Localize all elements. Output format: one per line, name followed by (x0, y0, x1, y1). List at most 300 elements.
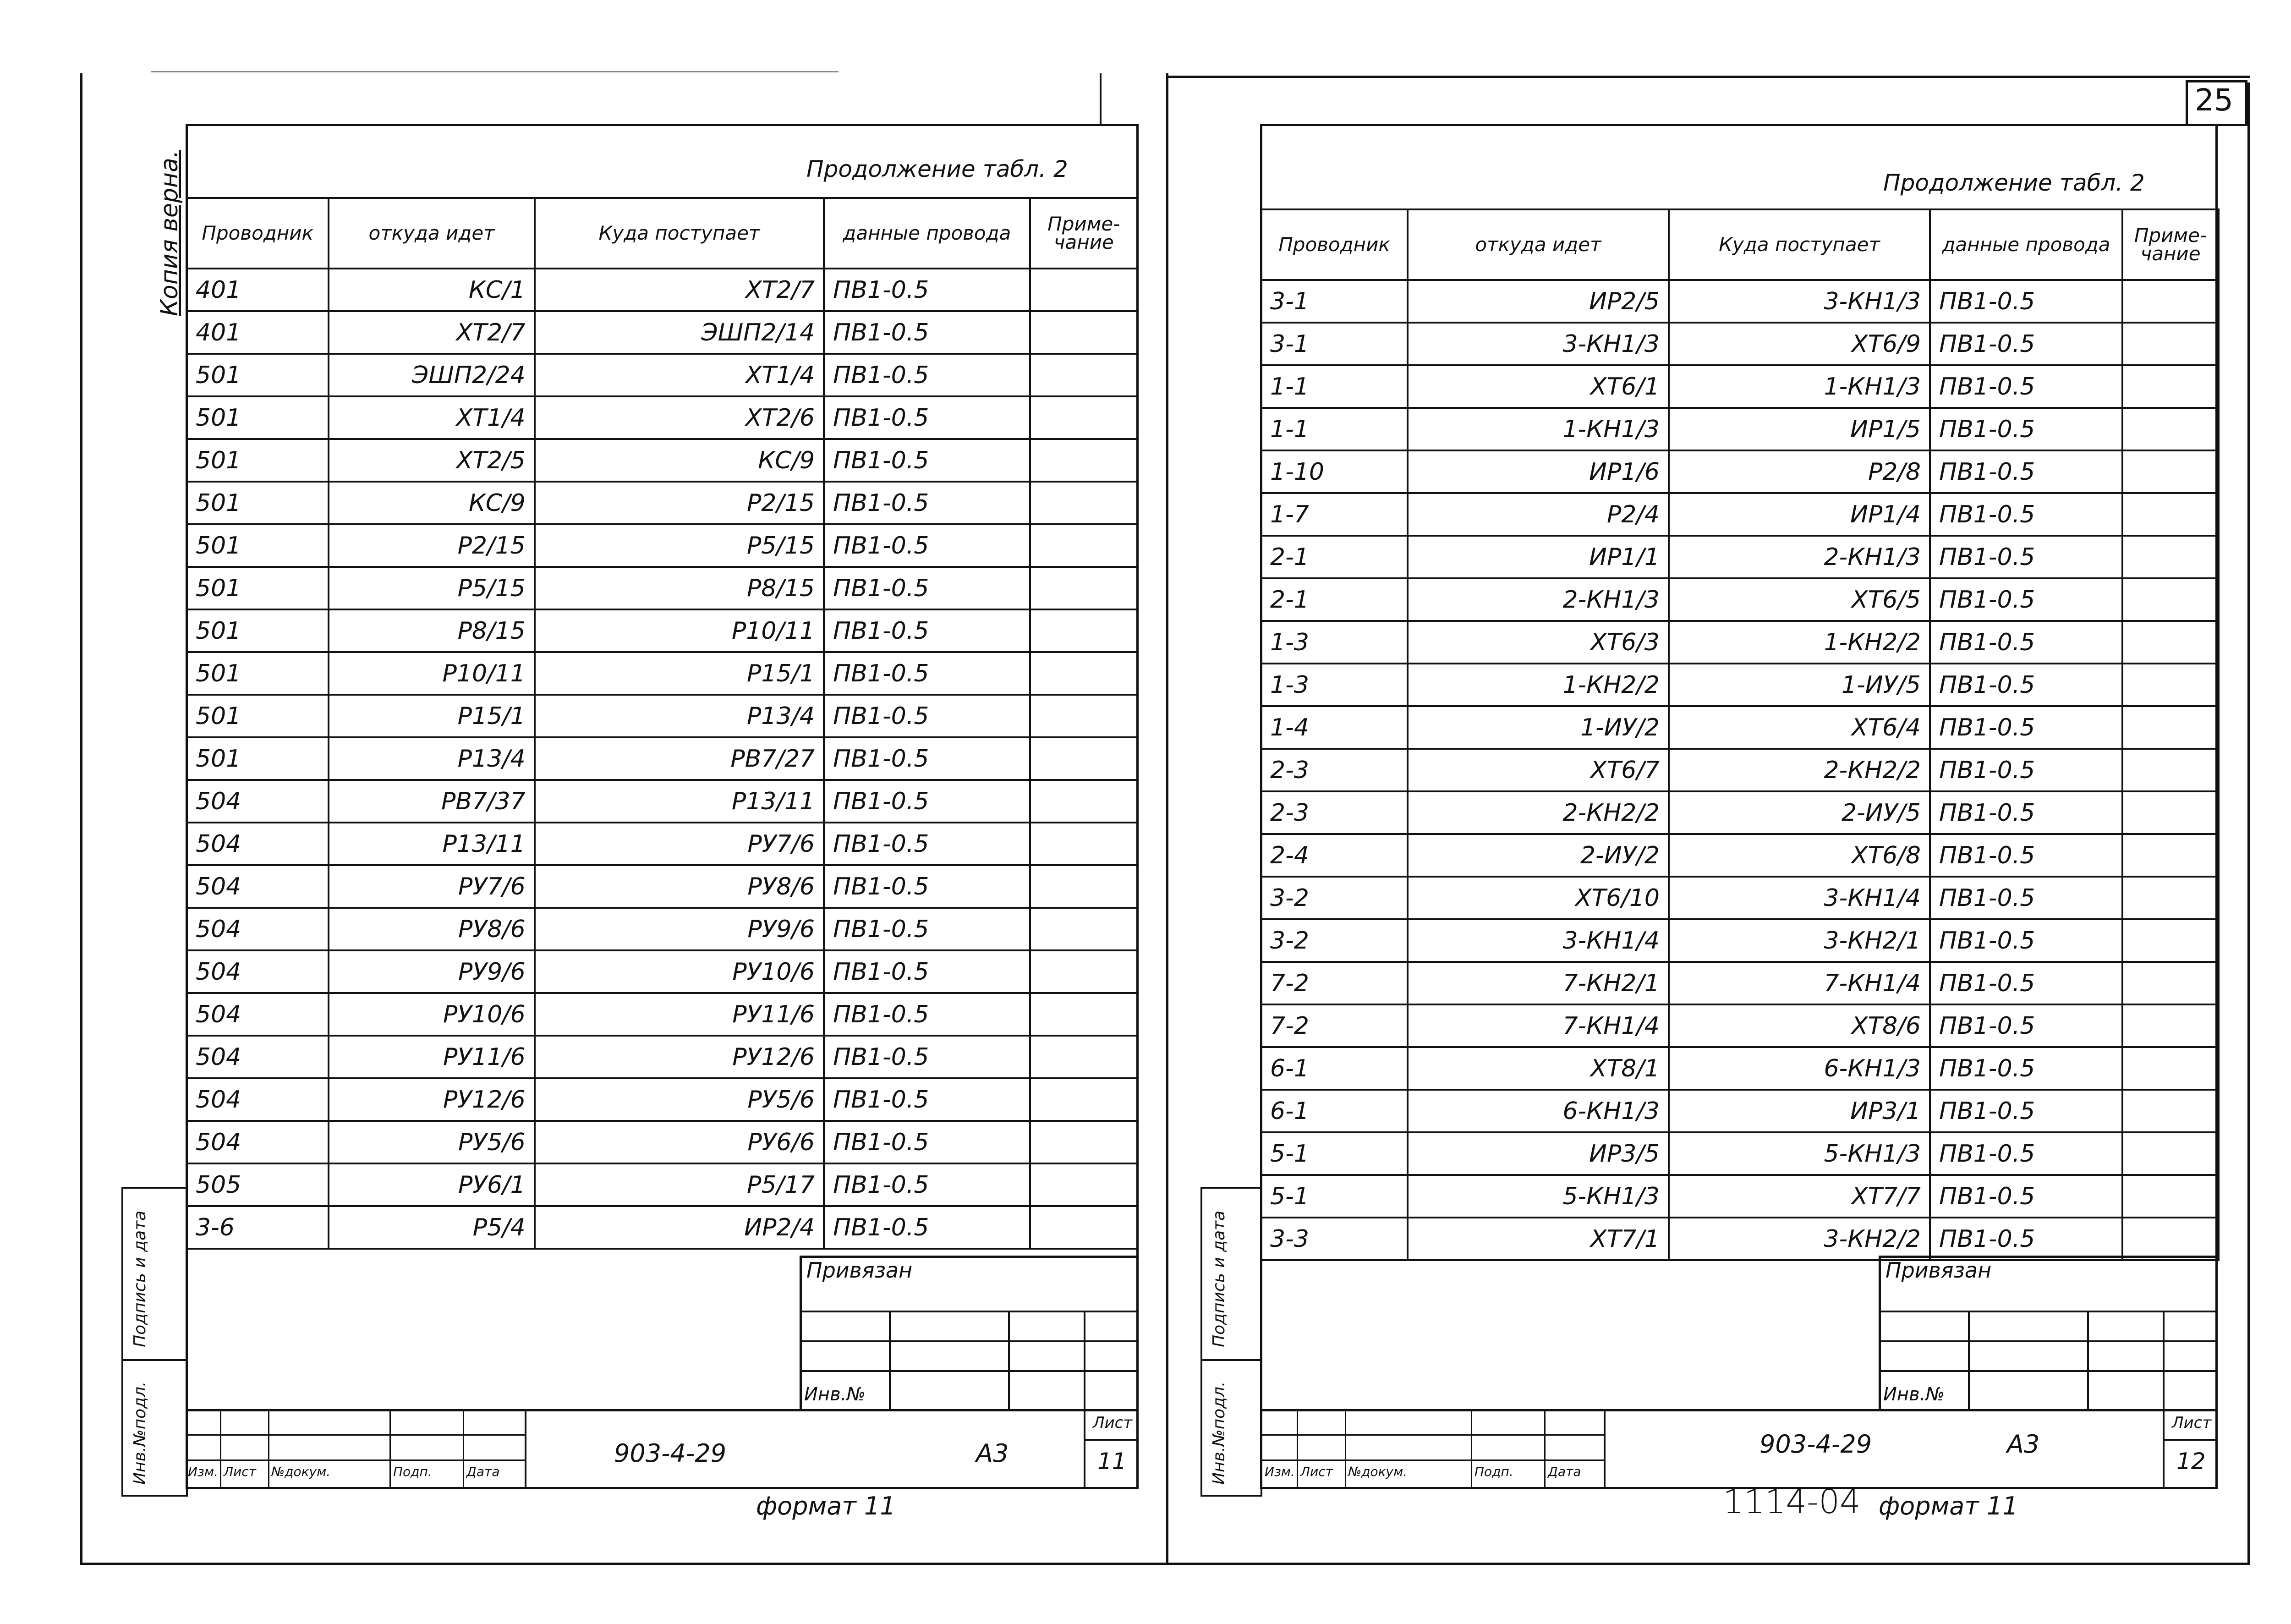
cell-from: 1-КН2/2 (1408, 664, 1669, 706)
table-row (186, 1036, 1138, 1078)
cell-note (2122, 450, 2219, 493)
right-tb-vrule (1544, 1409, 1546, 1489)
left-col-izm: Изм. (188, 1464, 218, 1479)
cell-from: 7-КН2/1 (1408, 962, 1669, 1004)
table-row (186, 823, 1138, 865)
right-doc-code: 903-4-29 (1759, 1430, 1872, 1459)
cell-data: ПВ1-0.5 (824, 1163, 1030, 1206)
right-sheet-label: Лист (2172, 1414, 2212, 1432)
cell-wire: 7-2 (1261, 1004, 1408, 1047)
cell-to: 1-КН1/3 (1669, 365, 1930, 408)
right-col-podp: Подп. (1474, 1464, 1513, 1479)
cell-note (1030, 1121, 1138, 1163)
right-format-code: А3 (2007, 1430, 2040, 1459)
left-side-label-inv: Инв.№подл. (131, 1381, 149, 1485)
cell-wire: 501 (186, 482, 329, 524)
table-row (186, 396, 1138, 439)
cell-wire: 3-2 (1261, 877, 1408, 919)
cell-data: ПВ1-0.5 (1930, 834, 2122, 877)
cell-wire: 504 (186, 1121, 329, 1163)
cell-wire: 501 (186, 396, 329, 439)
cell-note (2122, 493, 2219, 536)
top-line-left-dashes (151, 71, 839, 72)
cell-wire: 3-6 (186, 1206, 329, 1249)
cell-data: ПВ1-0.5 (1930, 408, 2122, 450)
cell-wire: 504 (186, 950, 329, 993)
cell-to: Р5/15 (535, 524, 824, 567)
cell-from: РУ8/6 (329, 908, 534, 950)
cell-note (2122, 1090, 2219, 1132)
table-row (186, 993, 1138, 1036)
table-row (186, 865, 1138, 908)
cell-to: РУ8/6 (535, 865, 824, 908)
cell-note (2122, 323, 2219, 365)
cell-note (2122, 578, 2219, 621)
cell-data: ПВ1-0.5 (824, 950, 1030, 993)
cell-data: ПВ1-0.5 (824, 1121, 1030, 1163)
left-stamp-vrule (1008, 1311, 1010, 1411)
table-row (186, 567, 1138, 609)
cell-from: 1-КН1/3 (1408, 408, 1669, 450)
cell-from: ХТ6/1 (1408, 365, 1669, 408)
right-stamp-rule (1879, 1311, 2218, 1312)
table-row (1261, 1090, 2219, 1132)
cell-from: Р15/1 (329, 695, 534, 737)
table-row (1261, 1047, 2219, 1090)
cell-wire: 3-1 (1261, 323, 1408, 365)
cell-to: ИР3/1 (1669, 1090, 1930, 1132)
cell-to: 3-КН2/2 (1669, 1218, 1930, 1260)
table-row (1261, 962, 2219, 1004)
left-privyazan-label: Привязан (806, 1258, 913, 1283)
left-tb-vrule (220, 1409, 221, 1489)
right-col-izm: Изм. (1265, 1464, 1295, 1479)
table-row (186, 737, 1138, 780)
cell-to: 1-ИУ/5 (1669, 664, 1930, 706)
right-stamp-rule (1879, 1370, 2218, 1372)
cell-note (1030, 524, 1138, 567)
cell-wire: 3-2 (1261, 919, 1408, 962)
cell-data: ПВ1-0.5 (824, 865, 1030, 908)
table-row (1261, 834, 2219, 877)
cell-wire: 504 (186, 908, 329, 950)
cell-data: ПВ1-0.5 (824, 269, 1030, 311)
cell-to: ИР1/4 (1669, 493, 1930, 536)
cell-from: Р5/4 (329, 1206, 534, 1249)
cell-note (2122, 919, 2219, 962)
table-row (1261, 408, 2219, 450)
cell-wire: 501 (186, 737, 329, 780)
cell-wire: 504 (186, 1078, 329, 1121)
cell-note (2122, 1175, 2219, 1218)
cell-to: ХТ6/5 (1669, 578, 1930, 621)
right-tb-vrule (2163, 1409, 2165, 1489)
cell-to: РУ6/6 (535, 1121, 824, 1163)
cell-to: РУ10/6 (535, 950, 824, 993)
cell-wire: 1-1 (1261, 408, 1408, 450)
cell-data: ПВ1-0.5 (1930, 365, 2122, 408)
center-fold-line (1166, 73, 1168, 1565)
cell-data: ПВ1-0.5 (824, 396, 1030, 439)
left-col-data: Дата (466, 1464, 500, 1479)
cell-wire: 504 (186, 1036, 329, 1078)
cell-data: ПВ1-0.5 (1930, 664, 2122, 706)
cell-from: ИР2/5 (1408, 280, 1669, 323)
cell-note (1030, 823, 1138, 865)
cell-wire: 6-1 (1261, 1047, 1408, 1090)
cell-data: ПВ1-0.5 (824, 908, 1030, 950)
table-row (1261, 706, 2219, 749)
cell-to: 7-КН1/4 (1669, 962, 1930, 1004)
cell-data: ПВ1-0.5 (1930, 1175, 2122, 1218)
left-format-label: формат 11 (756, 1492, 896, 1520)
cell-from: РВ7/37 (329, 780, 534, 823)
table-row (186, 652, 1138, 695)
cell-data: ПВ1-0.5 (824, 482, 1030, 524)
left-tb-vrule (463, 1409, 464, 1489)
table-row (186, 1121, 1138, 1163)
table-row (186, 780, 1138, 823)
cell-data: ПВ1-0.5 (1930, 877, 2122, 919)
left-sheet-no: 11 (1097, 1448, 1127, 1475)
cell-to: 6-КН1/3 (1669, 1047, 1930, 1090)
cell-note (1030, 865, 1138, 908)
table-row (1261, 1132, 2219, 1175)
cell-to: Р15/1 (535, 652, 824, 695)
cell-to: 3-КН2/1 (1669, 919, 1930, 962)
cell-wire: 501 (186, 695, 329, 737)
cell-from: Р2/4 (1408, 493, 1669, 536)
header-from: откуда идет (1408, 209, 1669, 280)
left-stamp-vrule (889, 1311, 891, 1411)
cell-wire: 2-3 (1261, 749, 1408, 791)
cell-note (2122, 1218, 2219, 1260)
right-inv-label: Инв.№ (1883, 1384, 1945, 1405)
cell-wire: 3-3 (1261, 1218, 1408, 1260)
cell-to: РУ5/6 (535, 1078, 824, 1121)
table-row (1261, 919, 2219, 962)
cell-to: ХТ1/4 (535, 354, 824, 396)
right-wire-table (1260, 208, 2220, 1261)
table-row (1261, 578, 2219, 621)
header-to: Куда поступает (535, 198, 824, 269)
cell-from: ХТ2/7 (329, 311, 534, 354)
cell-note (1030, 439, 1138, 482)
right-tb-vrule (1345, 1409, 1346, 1489)
left-tb-rule (186, 1459, 525, 1461)
cell-to: 5-КН1/3 (1669, 1132, 1930, 1175)
table-row (186, 1206, 1138, 1249)
cell-from: РУ6/1 (329, 1163, 534, 1206)
cell-note (1030, 695, 1138, 737)
cell-to: 2-КН2/2 (1669, 749, 1930, 791)
cell-data: ПВ1-0.5 (824, 1036, 1030, 1078)
cell-wire: 2-1 (1261, 578, 1408, 621)
cell-wire: 2-1 (1261, 536, 1408, 578)
table-row (186, 950, 1138, 993)
right-stamp-rule (1879, 1340, 2218, 1342)
table-row (186, 1163, 1138, 1206)
cell-data: ПВ1-0.5 (1930, 706, 2122, 749)
cell-to: Р2/15 (535, 482, 824, 524)
left-tb-vrule (1084, 1409, 1085, 1489)
cell-note (1030, 482, 1138, 524)
right-sheet-no: 12 (2176, 1448, 2206, 1475)
cell-from: ХТ2/5 (329, 439, 534, 482)
table-header-row (1261, 209, 2219, 280)
cell-to: РУ11/6 (535, 993, 824, 1036)
cell-to: 3-КН1/4 (1669, 877, 1930, 919)
cell-to: ХТ2/7 (535, 269, 824, 311)
cell-note (1030, 396, 1138, 439)
left-tb-rule (186, 1434, 525, 1436)
cell-data: ПВ1-0.5 (824, 567, 1030, 609)
right-continuation-label: Продолжение табл. 2 (1883, 170, 2145, 196)
cell-note (1030, 1078, 1138, 1121)
top-line-right (1166, 76, 2250, 78)
table-row (1261, 365, 2219, 408)
cell-to: Р5/17 (535, 1163, 824, 1206)
table-row (1261, 1175, 2219, 1218)
right-tb-vrule (1471, 1409, 1472, 1489)
left-stamp-vrule (1084, 1311, 1085, 1411)
right-stamp-vrule (2087, 1311, 2089, 1411)
cell-to: Р10/11 (535, 609, 824, 652)
left-continuation-label: Продолжение табл. 2 (806, 156, 1068, 182)
cell-to: РУ7/6 (535, 823, 824, 865)
cell-to: Р8/15 (535, 567, 824, 609)
cell-note (2122, 706, 2219, 749)
cell-from: ХТ7/1 (1408, 1218, 1669, 1260)
cell-wire: 501 (186, 439, 329, 482)
cell-wire: 3-1 (1261, 280, 1408, 323)
right-tb-vrule (1297, 1409, 1298, 1489)
cell-to: РУ12/6 (535, 1036, 824, 1078)
cell-from: ИР3/5 (1408, 1132, 1669, 1175)
cell-data: ПВ1-0.5 (824, 439, 1030, 482)
header-wire: Проводник (186, 198, 329, 269)
cell-data: ПВ1-0.5 (1930, 280, 2122, 323)
cell-from: 1-ИУ/2 (1408, 706, 1669, 749)
cell-from: Р5/15 (329, 567, 534, 609)
cell-wire: 6-1 (1261, 1090, 1408, 1132)
right-stamp-vrule (1968, 1311, 1970, 1411)
cell-note (2122, 877, 2219, 919)
cell-data: ПВ1-0.5 (1930, 749, 2122, 791)
cell-data: ПВ1-0.5 (824, 354, 1030, 396)
cell-from: КС/9 (329, 482, 534, 524)
left-stamp-rule (800, 1370, 1139, 1372)
cell-from: Р2/15 (329, 524, 534, 567)
cell-from: ХТ6/7 (1408, 749, 1669, 791)
cell-from: ХТ6/3 (1408, 621, 1669, 664)
cell-wire: 504 (186, 780, 329, 823)
cell-data: ПВ1-0.5 (1930, 323, 2122, 365)
cell-data: ПВ1-0.5 (1930, 791, 2122, 834)
cell-data: ПВ1-0.5 (1930, 450, 2122, 493)
table-row (1261, 450, 2219, 493)
cell-data: ПВ1-0.5 (1930, 536, 2122, 578)
cell-to: КС/9 (535, 439, 824, 482)
cell-from: РУ9/6 (329, 950, 534, 993)
cell-to: ЭШП2/14 (535, 311, 824, 354)
cell-data: ПВ1-0.5 (824, 695, 1030, 737)
cell-note (1030, 354, 1138, 396)
cell-note (2122, 1132, 2219, 1175)
outer-right-border (2247, 82, 2250, 1565)
cell-wire: 1-10 (1261, 450, 1408, 493)
cell-note (1030, 1163, 1138, 1206)
table-row (1261, 1218, 2219, 1260)
left-side-label-sign: Подпись и дата (131, 1210, 149, 1347)
right-col-data: Дата (1548, 1464, 1581, 1479)
table-row (1261, 877, 2219, 919)
outer-bottom-border (80, 1563, 2250, 1565)
cell-wire: 505 (186, 1163, 329, 1206)
cell-wire: 1-3 (1261, 664, 1408, 706)
cell-wire: 5-1 (1261, 1175, 1408, 1218)
cell-wire: 504 (186, 993, 329, 1036)
left-wire-table (186, 197, 1139, 1250)
cell-to: Р2/8 (1669, 450, 1930, 493)
cell-to: ХТ7/7 (1669, 1175, 1930, 1218)
right-side-label-sign: Подпись и дата (1210, 1210, 1228, 1347)
table-header-row (186, 198, 1138, 269)
header-data: данные провода (824, 198, 1030, 269)
cell-from: 3-КН1/3 (1408, 323, 1669, 365)
left-doc-code: 903-4-29 (614, 1439, 727, 1468)
cell-wire: 501 (186, 524, 329, 567)
outer-left-border (80, 73, 82, 1565)
cell-wire: 401 (186, 269, 329, 311)
cell-from: ХТ1/4 (329, 396, 534, 439)
table-row (1261, 749, 2219, 791)
cell-note (2122, 365, 2219, 408)
cell-data: ПВ1-0.5 (824, 1078, 1030, 1121)
cell-note (2122, 962, 2219, 1004)
table-row (1261, 280, 2219, 323)
cell-data: ПВ1-0.5 (1930, 962, 2122, 1004)
table-row (186, 1078, 1138, 1121)
cell-from: 5-КН1/3 (1408, 1175, 1669, 1218)
right-tb-rule (1260, 1434, 1604, 1436)
cell-from: 7-КН1/4 (1408, 1004, 1669, 1047)
cell-wire: 1-3 (1261, 621, 1408, 664)
header-to: Куда поступает (1669, 209, 1930, 280)
cell-from: РУ12/6 (329, 1078, 534, 1121)
cell-note (1030, 1206, 1138, 1249)
cell-data: ПВ1-0.5 (1930, 493, 2122, 536)
cell-note (1030, 993, 1138, 1036)
cell-data: ПВ1-0.5 (824, 1206, 1030, 1249)
right-tb-rule (2163, 1439, 2218, 1441)
cell-from: ЭШП2/24 (329, 354, 534, 396)
table-row (186, 269, 1138, 311)
cell-from: Р13/11 (329, 823, 534, 865)
cell-note (2122, 408, 2219, 450)
cell-to: 3-КН1/3 (1669, 280, 1930, 323)
table-row (186, 482, 1138, 524)
cell-data: ПВ1-0.5 (1930, 1047, 2122, 1090)
cell-note (1030, 908, 1138, 950)
cell-note (2122, 1047, 2219, 1090)
cell-from: РУ7/6 (329, 865, 534, 908)
left-col-podp: Подп. (393, 1464, 432, 1479)
cell-from: РУ10/6 (329, 993, 534, 1036)
cell-data: ПВ1-0.5 (824, 311, 1030, 354)
right-col-doc: №докум. (1348, 1464, 1408, 1479)
table-row (186, 695, 1138, 737)
cell-from: РУ11/6 (329, 1036, 534, 1078)
table-row (1261, 791, 2219, 834)
cell-note (1030, 950, 1138, 993)
table-row (186, 524, 1138, 567)
cell-note (1030, 652, 1138, 695)
copy-verified-annotation: Копия верна. (156, 150, 183, 316)
header-data: данные провода (1930, 209, 2122, 280)
cell-note (2122, 1004, 2219, 1047)
left-tb-vrule (525, 1409, 526, 1489)
cell-wire: 1-7 (1261, 493, 1408, 536)
cell-to: ИР2/4 (535, 1206, 824, 1249)
cell-wire: 501 (186, 354, 329, 396)
cell-from: ХТ6/10 (1408, 877, 1669, 919)
cell-data: ПВ1-0.5 (1930, 1218, 2122, 1260)
cell-data: ПВ1-0.5 (1930, 1004, 2122, 1047)
cell-note (2122, 791, 2219, 834)
cell-from: ХТ8/1 (1408, 1047, 1669, 1090)
cell-data: ПВ1-0.5 (1930, 578, 2122, 621)
cell-note (2122, 621, 2219, 664)
left-tb-vrule (389, 1409, 391, 1489)
cell-to: Р13/11 (535, 780, 824, 823)
cell-to: ИР1/5 (1669, 408, 1930, 450)
table-row (1261, 621, 2219, 664)
cell-note (1030, 780, 1138, 823)
cell-note (2122, 749, 2219, 791)
left-col-doc: №докум. (271, 1464, 331, 1479)
table-row (186, 439, 1138, 482)
cell-to: ХТ6/9 (1669, 323, 1930, 365)
cell-note (1030, 1036, 1138, 1078)
left-stamp-rule (800, 1311, 1139, 1312)
cell-note (1030, 737, 1138, 780)
table-row (1261, 323, 2219, 365)
right-col-list: Лист (1300, 1464, 1333, 1479)
cell-from: 6-КН1/3 (1408, 1090, 1669, 1132)
cell-note (1030, 269, 1138, 311)
table-row (186, 354, 1138, 396)
cell-to: РВ7/27 (535, 737, 824, 780)
cell-data: ПВ1-0.5 (824, 737, 1030, 780)
cell-to: РУ9/6 (535, 908, 824, 950)
bottom-handwritten-note: 1114-04 (1723, 1482, 1861, 1521)
cell-to: ХТ6/8 (1669, 834, 1930, 877)
cell-note (2122, 280, 2219, 323)
left-tb-rule (1084, 1439, 1139, 1441)
cell-from: Р8/15 (329, 609, 534, 652)
cell-wire: 501 (186, 567, 329, 609)
cell-from: ИР1/6 (1408, 450, 1669, 493)
cell-from: Р10/11 (329, 652, 534, 695)
right-tb-rule (1260, 1459, 1604, 1461)
cell-note (2122, 834, 2219, 877)
right-side-label-inv: Инв.№подл. (1210, 1381, 1228, 1485)
cell-data: ПВ1-0.5 (824, 780, 1030, 823)
header-note: Приме-чание (2122, 209, 2219, 280)
cell-data: ПВ1-0.5 (1930, 621, 2122, 664)
cell-from: ИР1/1 (1408, 536, 1669, 578)
